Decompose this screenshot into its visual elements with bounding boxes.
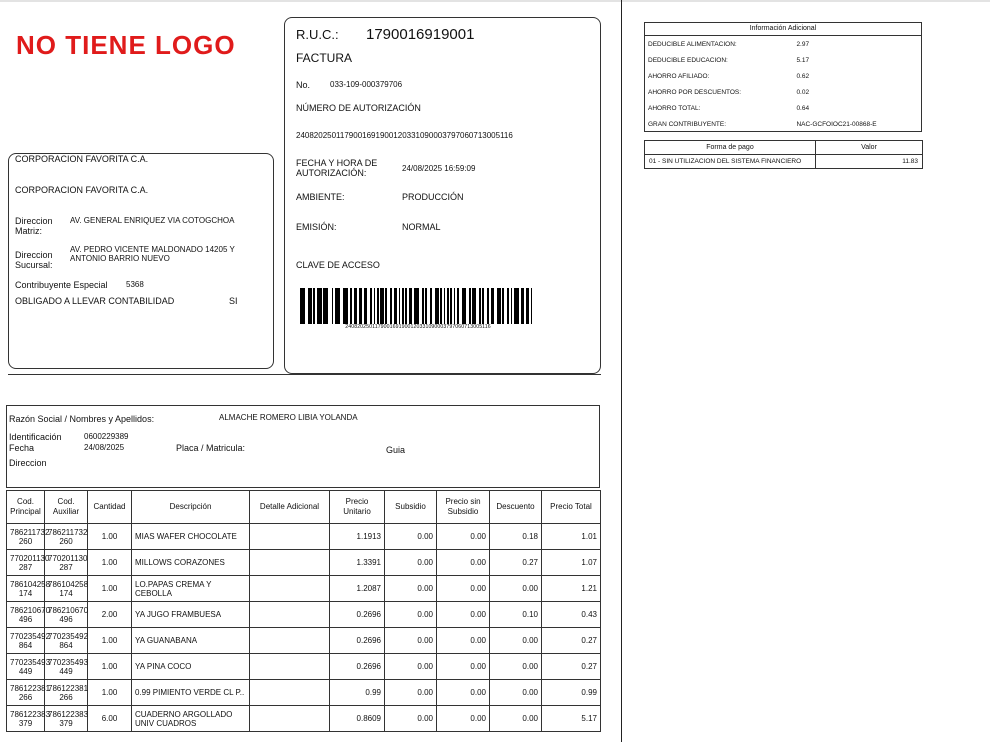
emisor-box — [8, 153, 274, 369]
cell-subsidio: 0.00 — [385, 654, 437, 680]
cell-precio-total: 0.99 — [542, 680, 601, 706]
emision-label: EMISIÓN: — [296, 222, 337, 232]
items-table — [6, 490, 601, 732]
info-label: DEDUCIBLE ALIMENTACION: — [648, 40, 737, 48]
barcode-gap — [532, 288, 535, 324]
cell-descripcion: MIAS WAFER CHOCOLATE — [132, 524, 250, 550]
header-cantidad: Cantidad — [88, 491, 132, 524]
factura-no-label: No. — [296, 80, 311, 90]
cell-descripcion: YA PINA COCO — [132, 654, 250, 680]
cell-detalle-adicional — [250, 602, 330, 628]
cell-cod-principal: 770235493 449 — [7, 654, 45, 680]
page-divider — [621, 0, 622, 742]
cell-precio-unitario: 1.1913 — [330, 524, 385, 550]
cell-descuento: 0.10 — [490, 602, 542, 628]
table-row — [7, 654, 601, 680]
cell-cod-auxiliar: 786210670 496 — [45, 602, 88, 628]
cell-precio-sin-subsidio: 0.00 — [437, 706, 490, 732]
cell-detalle-adicional — [250, 576, 330, 602]
cell-descripcion: YA JUGO FRAMBUESA — [132, 602, 250, 628]
info-label: AHORRO AFILIADO: — [648, 72, 710, 80]
razon-social-label: Razón Social / Nombres y Apellidos: — [9, 414, 155, 424]
info-value: NAC-GCFOIOC21-00868-E — [796, 120, 877, 128]
cell-precio-unitario: 0.8609 — [330, 706, 385, 732]
cell-precio-sin-subsidio: 0.00 — [437, 654, 490, 680]
placa-label: Placa / Matricula: — [176, 443, 246, 453]
table-row — [7, 550, 601, 576]
fecha-value: 24/08/2025 — [84, 443, 125, 452]
header-cod-auxiliar: Cod. Auxiliar — [45, 491, 88, 524]
cell-descuento: 0.00 — [490, 654, 542, 680]
cell-cod-auxiliar: 786211732 260 — [45, 524, 88, 550]
table-row — [7, 576, 601, 602]
dir-sucursal-label: Direccion Sucursal: — [15, 250, 53, 270]
info-row — [644, 68, 922, 84]
info-value: 2.97 — [796, 40, 810, 48]
logo-placeholder: NO TIENE LOGO — [16, 30, 236, 60]
info-row — [644, 84, 922, 100]
table-row — [7, 602, 601, 628]
cell-cod-principal: 786210670 496 — [7, 602, 45, 628]
cell-descuento: 0.18 — [490, 524, 542, 550]
table-row — [7, 706, 601, 732]
cell-descuento: 0.00 — [490, 628, 542, 654]
cell-precio-total: 1.01 — [542, 524, 601, 550]
fecha-label: Fecha — [9, 443, 35, 453]
cell-precio-total: 0.27 — [542, 654, 601, 680]
cell-descuento: 0.00 — [490, 680, 542, 706]
barcode-graphic — [300, 288, 536, 324]
cell-cod-auxiliar: 786104258 174 — [45, 576, 88, 602]
cell-descuento: 0.00 — [490, 576, 542, 602]
barcode-number: 2408202501179001691900120331090003797060713005116 — [345, 324, 491, 330]
info-adicional-title: Información Adicional — [644, 22, 922, 36]
cell-precio-sin-subsidio: 0.00 — [437, 602, 490, 628]
header-cod-principal: Cod. Principal — [7, 491, 45, 524]
info-label: AHORRO TOTAL: — [648, 104, 701, 112]
info-label: AHORRO POR DESCUENTOS: — [648, 88, 742, 96]
info-label: GRAN CONTRIBUYENTE: — [648, 120, 727, 128]
cell-cantidad: 1.00 — [88, 576, 132, 602]
cell-descuento: 0.27 — [490, 550, 542, 576]
top-border — [0, 0, 990, 2]
header-precio-total: Precio Total — [542, 491, 601, 524]
cell-descripcion: LO.PAPAS CREMA Y CEBOLLA — [132, 576, 250, 602]
autorizacion-label: NÚMERO DE AUTORIZACIÓN — [296, 103, 421, 113]
direccion-label: Direccion — [9, 458, 47, 468]
cell-subsidio: 0.00 — [385, 524, 437, 550]
cell-detalle-adicional — [250, 680, 330, 706]
cell-cantidad: 6.00 — [88, 706, 132, 732]
cell-cod-auxiliar: 770235493 449 — [45, 654, 88, 680]
dir-sucursal-value: AV. PEDRO VICENTE MALDONADO 14205 Y ANTONIO BARRIO NUEVO — [70, 245, 235, 263]
info-row — [644, 116, 922, 132]
valor-header: Valor — [816, 141, 923, 155]
section-divider — [8, 374, 601, 375]
cell-precio-sin-subsidio: 0.00 — [437, 576, 490, 602]
factura-title: FACTURA — [296, 51, 353, 65]
cell-precio-unitario: 0.2696 — [330, 602, 385, 628]
cell-cod-principal: 786211732 260 — [7, 524, 45, 550]
info-label: DEDUCIBLE EDUCACION: — [648, 56, 728, 64]
info-row — [644, 52, 922, 68]
cell-precio-unitario: 0.2696 — [330, 628, 385, 654]
table-row — [7, 628, 601, 654]
cell-cantidad: 1.00 — [88, 550, 132, 576]
guia-label: Guia — [386, 445, 406, 455]
cell-precio-total: 0.27 — [542, 628, 601, 654]
valor-value: 11.83 — [816, 155, 923, 169]
cell-precio-total: 1.21 — [542, 576, 601, 602]
cell-cod-auxiliar: 770201130 287 — [45, 550, 88, 576]
cell-descripcion: 0.99 PIMIENTO VERDE CL P.. — [132, 680, 250, 706]
cell-precio-unitario: 0.2696 — [330, 654, 385, 680]
ambiente-label: AMBIENTE: — [296, 192, 345, 202]
cell-subsidio: 0.00 — [385, 550, 437, 576]
cell-detalle-adicional — [250, 706, 330, 732]
emision-value: NORMAL — [402, 222, 441, 232]
cell-precio-sin-subsidio: 0.00 — [437, 680, 490, 706]
info-value: 0.02 — [796, 88, 810, 96]
cell-precio-unitario: 0.99 — [330, 680, 385, 706]
emisor-razon-social: CORPORACION FAVORITA C.A. — [15, 154, 149, 164]
cell-descripcion: CUADERNO ARGOLLADO UNIV CUADROS — [132, 706, 250, 732]
contribuyente-value: 5368 — [126, 280, 144, 289]
cell-subsidio: 0.00 — [385, 576, 437, 602]
cell-precio-sin-subsidio: 0.00 — [437, 628, 490, 654]
factura-box — [284, 17, 601, 374]
cell-subsidio: 0.00 — [385, 628, 437, 654]
cell-cantidad: 1.00 — [88, 628, 132, 654]
cell-cantidad: 1.00 — [88, 524, 132, 550]
dir-matriz-label: Direccion Matriz: — [15, 216, 53, 236]
contabilidad-value: SI — [229, 296, 238, 306]
cell-descripcion: YA GUANABANA — [132, 628, 250, 654]
cell-cantidad: 2.00 — [88, 602, 132, 628]
cell-descripcion: MILLOWS CORAZONES — [132, 550, 250, 576]
cell-detalle-adicional — [250, 654, 330, 680]
cell-precio-total: 1.07 — [542, 550, 601, 576]
header-precio-unitario: Precio Unitario — [330, 491, 385, 524]
cell-cod-principal: 770201130 287 — [7, 550, 45, 576]
cell-subsidio: 0.00 — [385, 602, 437, 628]
autorizacion-value: 2408202501179001691900120331090003797060713005116 — [296, 131, 513, 140]
cell-cantidad: 1.00 — [88, 654, 132, 680]
info-row — [644, 36, 922, 53]
table-row — [7, 680, 601, 706]
header-descuento: Descuento — [490, 491, 542, 524]
identificacion-label: Identificación — [9, 432, 62, 442]
ruc-value: 1790016919001 — [366, 26, 475, 43]
cell-precio-sin-subsidio: 0.00 — [437, 524, 490, 550]
cell-cantidad: 1.00 — [88, 680, 132, 706]
cell-cod-principal: 786104258 174 — [7, 576, 45, 602]
cell-cod-principal: 786122383 379 — [7, 706, 45, 732]
ambiente-value: PRODUCCIÓN — [402, 192, 464, 202]
header-descripcion: Descripción — [132, 491, 250, 524]
info-value: 0.64 — [796, 104, 810, 112]
clave-acceso-label: CLAVE DE ACCESO — [296, 260, 380, 270]
cell-subsidio: 0.00 — [385, 680, 437, 706]
cell-precio-sin-subsidio: 0.00 — [437, 550, 490, 576]
header-precio-sin-subsidio: Precio sin Subsidio — [437, 491, 490, 524]
cell-descuento: 0.00 — [490, 706, 542, 732]
cell-cod-principal: 770235492 864 — [7, 628, 45, 654]
cliente-box — [6, 405, 600, 488]
cell-cod-auxiliar: 786122383 379 — [45, 706, 88, 732]
fecha-autorizacion-value: 24/08/2025 16:59:09 — [402, 164, 476, 173]
info-value: 5.17 — [796, 56, 810, 64]
info-value: 0.62 — [796, 72, 810, 80]
cell-cod-auxiliar: 770235492 864 — [45, 628, 88, 654]
cell-precio-total: 5.17 — [542, 706, 601, 732]
info-row — [644, 100, 922, 116]
factura-numero: 033-109-000379706 — [330, 80, 403, 89]
table-header-row — [7, 491, 601, 524]
cell-cod-auxiliar: 786122381 266 — [45, 680, 88, 706]
contabilidad-label: OBLIGADO A LLEVAR CONTABILIDAD — [15, 296, 175, 306]
cell-precio-unitario: 1.3391 — [330, 550, 385, 576]
forma-pago-table — [644, 140, 923, 169]
cell-precio-total: 0.43 — [542, 602, 601, 628]
cell-subsidio: 0.00 — [385, 706, 437, 732]
header-subsidio: Subsidio — [385, 491, 437, 524]
ruc-label: R.U.C.: — [296, 27, 339, 42]
forma-pago-value: 01 - SIN UTILIZACION DEL SISTEMA FINANCIERO — [645, 155, 816, 169]
header-detalle-adicional: Detalle Adicional — [250, 491, 330, 524]
razon-social-value: ALMACHE ROMERO LIBIA YOLANDA — [219, 413, 358, 422]
dir-matriz-value: AV. GENERAL ENRIQUEZ VIA COTOGCHOA — [70, 216, 235, 225]
forma-pago-header: Forma de pago — [645, 141, 816, 155]
identificacion-value: 0600229389 — [84, 432, 129, 441]
table-row — [7, 524, 601, 550]
info-adicional-table — [644, 22, 922, 132]
cell-precio-unitario: 1.2087 — [330, 576, 385, 602]
contribuyente-label: Contribuyente Especial — [15, 280, 108, 290]
cell-detalle-adicional — [250, 550, 330, 576]
cell-detalle-adicional — [250, 628, 330, 654]
fecha-autorizacion-label: FECHA Y HORA DE AUTORIZACIÓN: — [296, 158, 378, 178]
emisor-nombre-comercial: CORPORACION FAVORITA C.A. — [15, 185, 149, 195]
cell-detalle-adicional — [250, 524, 330, 550]
cell-cod-principal: 786122381 266 — [7, 680, 45, 706]
